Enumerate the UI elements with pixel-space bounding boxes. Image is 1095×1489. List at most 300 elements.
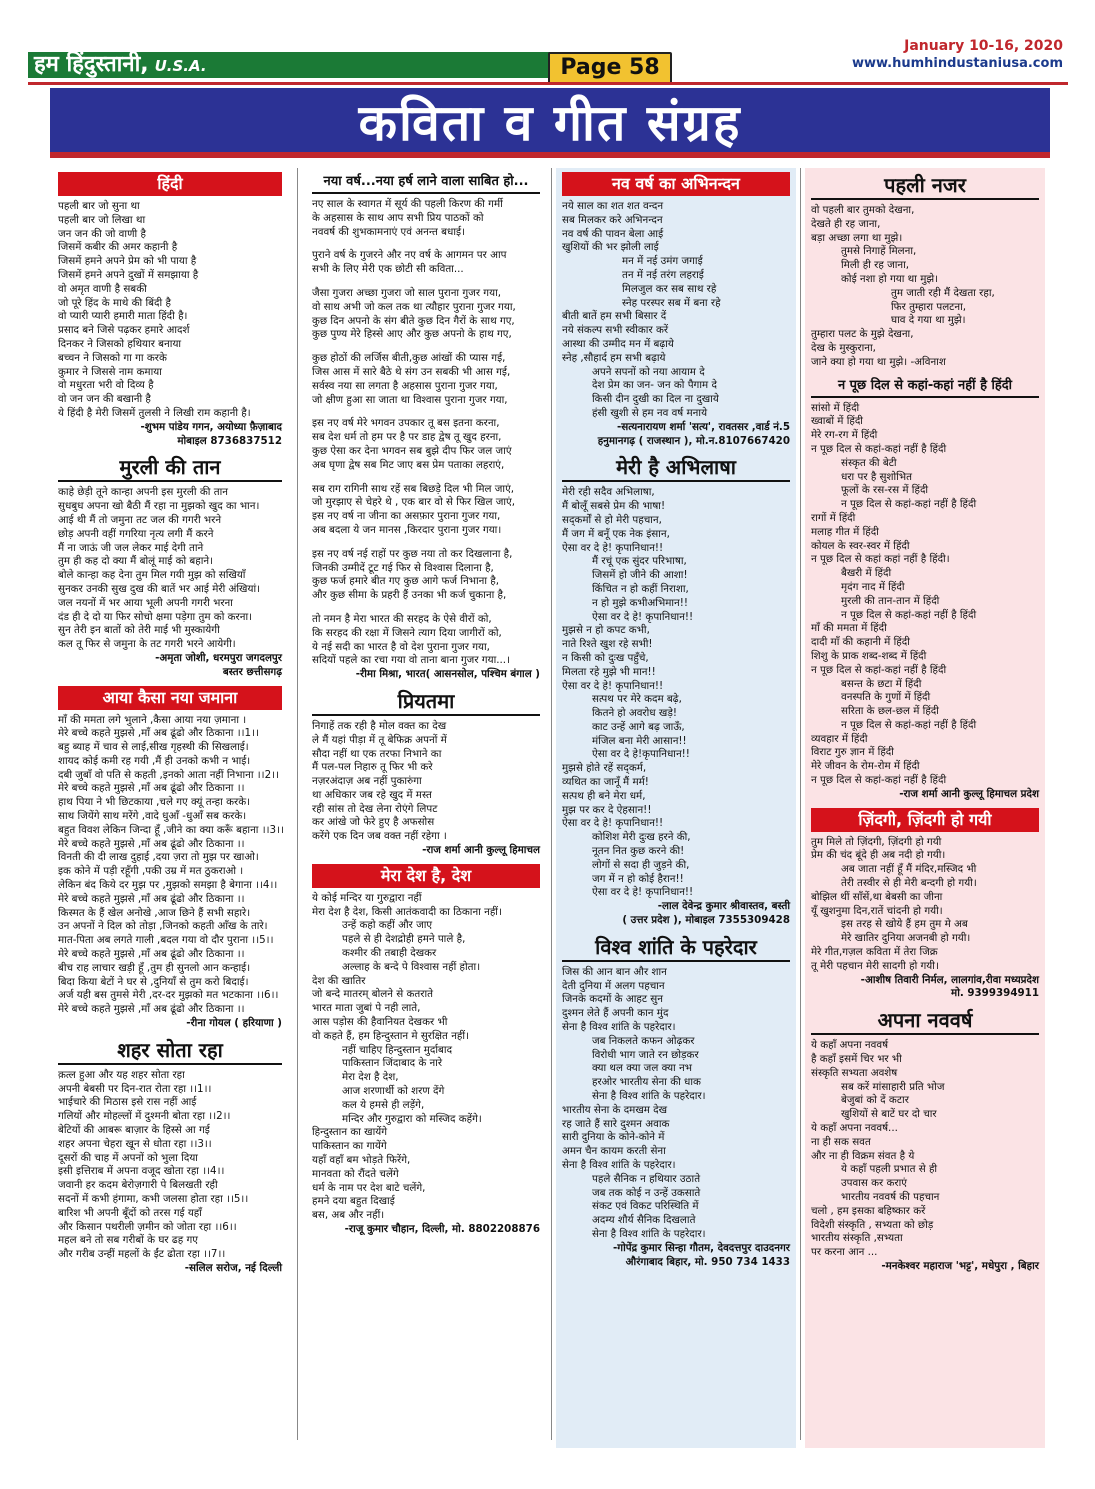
poem-line: तुम्हारा पलट के मुझे देखना,	[811, 328, 914, 341]
poem-line: उन अपनों ने दिल को तोड़ा ,जिनको कहती आँख के तारे।	[58, 920, 268, 933]
poem-line: जैसा गुजरा अच्छा गुजरा जो साल पुराना गुजर गया,	[312, 286, 502, 299]
poem-line: यहाँ वहाँ बम भोड़ते फिरेंगे,	[312, 1154, 411, 1167]
poem-line: माँ की ममता लगे भुलाने ,कैसा आया नया ज़माना ।	[58, 713, 247, 726]
poem-line: ऐसा वर दे हे! कृपानिधान!!	[562, 817, 664, 830]
poem-line: सुधबुध अपना खो बैठी मैं रहा ना मुझको खुद का भान।	[58, 500, 260, 513]
poem-line: महल बने तो सब गरीबों के घर ढह गए	[58, 1234, 198, 1247]
poem-line: जिनके कदमों के आहट सुन	[562, 993, 663, 1006]
poem-line: वो पहली बार तुमको देखना,	[811, 204, 915, 216]
poem-line: न पूछ दिल से कहां-कहां नहीं है हिंदी	[841, 498, 977, 511]
poem-line: विदेशी संस्कृति , सभ्यता को छोड़	[811, 1218, 934, 1231]
poem-line: पहले सैनिक न हथियार उठाते	[592, 1172, 701, 1185]
poem-line: कुछ दिन अपनो के संग बीते कुछ दिन गैरों के साथ गए,	[312, 314, 515, 327]
poem-author: मो. 9399394911	[951, 987, 1039, 1000]
poem-line: मेरे बच्चे कहते मुझसे ,माँ अब ढूंढो और ठिकाना ।।	[58, 1003, 245, 1016]
poem-line: बोले कान्हा कह देना तुम मिल गयी मुझ को सखियाँ	[58, 569, 246, 582]
poem-line: मुझ पर कर दे ऐहसान!!	[562, 803, 652, 816]
poem-line: अपनी बेबसी पर दिन-रात रोता रहा ।।1।।	[58, 1082, 212, 1095]
poem-line: भारतीय नववर्ष की पहचान	[841, 1191, 940, 1203]
poem-line: न किसी को दुःख पहुँचे,	[562, 651, 649, 664]
poem-line: भाईचारे की मिठास इसे रास नहीं आई	[58, 1096, 197, 1109]
newspaper-brand	[28, 52, 554, 78]
poem-line: जो पूरे हिंद के माथे की बिंदी है	[58, 296, 171, 309]
poem-line: नए साल के स्वागत में सूर्य की पहली किरण की गर्मी	[312, 198, 503, 210]
poem-line: और गरीब उन्हीं महलों के ईंट ढोता रहा ।।7।।	[58, 1248, 226, 1261]
poem-line: जब निकलते कफन ओढ़कर	[592, 1034, 695, 1047]
poem-line: मन में नई उमंग जगाई	[622, 255, 703, 268]
poem-line: शिशु के प्राक शब्द-शब्द में हिंदी	[811, 649, 927, 662]
poem-author: -राज शर्मा आनी कुल्लू हिमाचल	[422, 844, 540, 857]
poem-line: बारिश भी अपनी बूँदों को तरस गई यहाँ	[58, 1206, 202, 1219]
poem-line: जवानी हर कदम बेरोज़गारी पे बिलखती रही	[58, 1179, 218, 1192]
poem-line: नाते रिश्ते खुश रहे सभी!	[562, 638, 653, 651]
poem-line: जिसमें कबीर की अमर कहानी है	[58, 241, 178, 254]
poem-title: प्रियतमा	[312, 688, 540, 716]
poem-line: सौदा नहीं था एक तरफा निभाने का	[312, 747, 442, 760]
poem-line: धर्म के नाम पर देश बाटे चलेंगे,	[312, 1181, 426, 1194]
poem-line: न पूछ दिल से कहां-कहां नहीं है हिंदी	[811, 442, 947, 455]
poem-line: जन जन की जो वाणी है	[58, 227, 146, 240]
poem-line: किस्मत के हैं खेल अनोखे ,आज छिने हैं सभी सहारे।	[58, 906, 251, 919]
poem-line: देती दुनिया में अलग पहचान	[562, 979, 665, 992]
poem-line: दादी माँ की कहानी में हिंदी	[811, 636, 910, 649]
poem-author: -राज शर्मा आनी कुल्लू हिमाचल प्रदेश	[899, 787, 1039, 800]
poem-line: इस तरह से खोये हैं हम तुम मे अब	[841, 918, 968, 931]
poem-line: स्नेह परस्पर सब में बना रहे	[622, 296, 721, 309]
poem-block	[805, 372, 1045, 804]
poem-line: संस्कृति सभ्यता अवशेष	[811, 1066, 898, 1079]
poem-block	[556, 168, 796, 450]
poem-line: कुछ होठों की लर्जिस बीती,कुछ आंखों की प्यास गई,	[312, 352, 506, 365]
poem-line: न हो मुझे कभीअभिमान!!	[592, 596, 688, 609]
poem-line: तो नमन है मेरा भारत की सरहद के ऐसे वीरों को,	[312, 612, 492, 625]
poem-line: कुछ पुण्य मेरे हिस्से आए और कुछ अपनो के हाथ गए,	[312, 328, 512, 341]
poem-line: सद्कर्मों से हो मेरी पहचान,	[562, 513, 662, 526]
column-divider	[297, 168, 298, 1440]
poem-line: मेरे बच्चे कहते मुझसे ,माँ अब ढूंढो और ठिकाना ।।	[58, 782, 245, 795]
poem-line: संकट एवं विकट परिस्थिति में	[592, 1200, 699, 1213]
banner-strip	[50, 152, 1050, 158]
poem-line: मुरली की तान-तान में हिंदी	[841, 594, 940, 607]
poem-line: और कुछ सीमा के प्रहरी हैं उनका भी कर्ज चुकाना है,	[312, 589, 507, 602]
poem-line: पाकिस्तान का गायेंगे	[312, 1140, 387, 1153]
poem-line: के अहसास के साथ आप सभी प्रिय पाठकों को	[312, 211, 484, 224]
poem-line: मेरा देश है देश, किसी आतंकवादी का ठिकाना नहीं।	[312, 905, 502, 918]
poem-line: वो कहते हैं, हम हिन्दुस्तान मे सुरक्षित नहीं।	[312, 1029, 469, 1042]
poem-line: करेंगे एक दिन जब वक्त नहीं रहेगा ।	[312, 830, 447, 843]
poem-line: शहर अपना चेहरा खून से धोता रहा ।।3।।	[58, 1137, 212, 1150]
brand-suffix: U.S.A.	[154, 57, 207, 75]
poem-line: ये कहाँ पहली प्रभात से ही	[841, 1163, 938, 1176]
poem-line: बसन्त के छटा में हिंदी	[841, 677, 922, 690]
brand-name: हम हिंदुस्तानी,	[34, 52, 149, 77]
poem-line: मन्दिर और गुरुद्वारा को मस्जिद कहेंगे।	[342, 1112, 482, 1125]
poem-block	[556, 450, 796, 930]
poem-line: ये कोई मन्दिर या गुरुद्वारा नहीं	[312, 891, 422, 904]
poem-line: तेरी तस्वीर से ही मेरी बन्दगी हो गयी।	[841, 877, 977, 890]
poem-line: वो अमृत वाणी है सबकी	[58, 282, 147, 295]
poem-line: कुमार ने जिससे नाम कमाया	[58, 365, 162, 378]
poem-line: कर आंखे जो फेरे हुए है अफसोस	[312, 816, 435, 829]
poem-line	[312, 342, 540, 352]
poem-line: उपवास कर कराएं	[841, 1177, 907, 1190]
poem-author: -गोपेंद्र कुमार सिन्हा गौतम, देवदत्तपुर दाउदनगर	[613, 1241, 790, 1254]
poem-title: नव वर्ष का अभिनन्दन	[562, 172, 790, 196]
poem-title: मुरली की तान	[58, 454, 282, 482]
poem-line: देश की खातिर	[312, 974, 366, 987]
poem-line: आस पड़ोस की हैवानियत देखकर भी	[312, 1016, 448, 1029]
poem-block	[306, 168, 546, 684]
poem-line: सर्वस्व नया सा लगता है अहसास पुराना गुजर गया,	[312, 379, 498, 392]
poem-line: कोई नशा हो गया था मुझे।	[841, 272, 939, 285]
poem-line: दंड ही दे दो या फिर सोचो क्षमा पड़ेगा तुम को करना।	[58, 610, 253, 623]
poem-line: तुम मिले तो ज़िंदगी, ज़िंदगी हो गयी	[811, 835, 942, 848]
poem-line: बोझिल थीं साँसें,था बेबसी का जीना	[811, 890, 943, 903]
poem-line: स्नेह ,सौहार्द हम सभी बढ़ाये	[562, 351, 666, 364]
poem-line	[312, 277, 540, 287]
poem-line: सुन तेरी इन बातों को तेरी माई भी मुस्कायेगी	[58, 624, 220, 637]
poem-line: निगाहें तक रही है मोल वक्त का देख	[312, 719, 447, 732]
poem-line: जिस आस में सारे बैठे थे संग उन सबकी भी आस गई,	[312, 365, 511, 378]
poem-line: बहु ब्याह में चाव से लाई,सीख गृहस्थी की सिखलाई।	[58, 741, 249, 754]
poem-line: मलाह गीत में हिंदी	[811, 525, 879, 538]
poem-line: सारी दुनिया के कोने-कोने में	[562, 1131, 665, 1144]
poem-line: नहीं चाहिए हिन्दुस्तान मुर्दाबाद	[342, 1043, 453, 1056]
poem-line: मानवता को रौंदते चलेंगे	[312, 1167, 399, 1180]
poem-line: अल्लाह के बन्दे पे विश्वास नहीं होता।	[342, 960, 481, 973]
poem-author: बस्तर छत्तीसगढ़	[222, 665, 282, 678]
poem-title: हिंदी	[58, 172, 282, 196]
poem-line: ना ही सक सवत	[811, 1135, 871, 1148]
poem-title: विश्व शांति के पहरेदार	[562, 934, 790, 962]
poem-line: नये संकल्प सभी स्वीकार करें	[562, 324, 669, 337]
poem-line: कि सरहद की रक्षा में जिसने त्याग दिया जागीरों को,	[312, 626, 502, 639]
poem-line: मंजिल बना मेरी आसान!!	[592, 734, 687, 747]
poem-block	[306, 684, 546, 860]
column-2	[306, 168, 546, 1448]
poem-line: नव वर्ष की पावन बेला आई	[562, 227, 664, 240]
poem-line: सेना है विश्व शांति के पहरेदार।	[592, 1090, 706, 1103]
poem-line: अब जाता नहीं हूँ मैं मंदिर,मस्जिद भी	[841, 863, 977, 876]
poem-line: दिनकर ने जिसको हथियार बनाया	[58, 337, 182, 350]
poem-line: विराट गुरु ज्ञान में हिंदी	[811, 746, 894, 759]
poem-line: वो साथ अभी जो कल तक था त्यौहार पुराना गुजर गया,	[312, 300, 516, 313]
poem-line: बच्चन ने जिसको गा गा करके	[58, 351, 167, 364]
poem-line: मैं ना जाऊं जी जल लेकर माई देगी ताने	[58, 541, 204, 554]
poem-line: कितने हो अवरोध खड़े!	[592, 707, 677, 720]
poem-line: कुछ फर्ज हमारे बीत गए कुछ आगे फर्ज निभाना है,	[312, 575, 500, 588]
poem-line: मात-पिता अब लगते गाली ,बदल गया वो दौर पुराना ।।5।।	[58, 934, 274, 947]
poem-line: जग में न हो कोई हैरान!!	[592, 872, 684, 885]
poem-line: बस, अब और नहीं।	[312, 1209, 385, 1222]
poem-line: अर्ज यही बस तुमसे मेरी ,दर-दर मुझको मत भटकाना ।।6।।	[58, 989, 279, 1002]
poem-author: -रीना गोयल ( हरियाणा )	[186, 1017, 282, 1030]
poem-line: रह जाते हैं सारे दुश्मन अवाक	[562, 1117, 670, 1130]
poem-line: नववर्ष की शुभकामनाएं एवं अनन्त बधाई।	[312, 225, 465, 238]
poem-line: जिसमें हमने अपने प्रेम को भी पाया है	[58, 255, 197, 268]
poem-line: मिली ही रह जाना,	[841, 259, 910, 272]
poem-line: और किसान पथरीली ज़मीन को जोता रहा ।।6।।	[58, 1220, 237, 1233]
poem-line: आस्था की उम्मीद मन में बढ़ाये	[562, 337, 674, 350]
poem-line: जो मुरझाए से चेहरे थे , एक बार वो से फिर खिल जाएं,	[312, 496, 516, 509]
poem-line: मेरे गीत,गज़ल कविता में तेरा जिक्र	[811, 946, 938, 959]
poem-line: कश्मीर की तबाही देखकर	[342, 947, 437, 960]
poem-line: सब करें मांसाहारी प्रति भोज	[841, 1080, 945, 1093]
poem-line: जो बन्दे मातरम् बोलने से कतराते	[312, 988, 433, 1001]
poem-line: हाथ पिया ने भी छिटकाया ,चले गए क्यूं तन्हा करके।	[58, 796, 251, 809]
poem-line: ऐसा वर दे हे! कृपानिधान!!	[592, 610, 694, 623]
poem-line: पहले से ही देशद्रोही हमने पाले है,	[342, 933, 466, 946]
poem-line: ले मैं यहां पीड़ा में तू बेफिक्र अपनों में	[312, 733, 447, 746]
poem-line: अब घृणा द्वेष सब मिट जाए बस प्रेम पताका लहराएं,	[312, 458, 505, 471]
poem-line: पुराने वर्ष के गुजरने और नए वर्ष के आगमन पर आप	[312, 249, 507, 262]
poem-line: मेरे बच्चे कहते मुझसे ,माँ अब ढूंढो और ठिकाना ।।	[58, 837, 245, 850]
poem-block	[52, 682, 288, 1033]
column-4	[805, 168, 1045, 1448]
poem-line: शायद कोई कमी रह गयी ,मैं ही उनको कभी न भाई।	[58, 754, 251, 767]
poem-line: हरओर भारतीय सेना की धाक	[592, 1076, 701, 1089]
poem-line: प्रसाद बने जिसे पढ़कर हमारे आदर्श	[58, 324, 190, 337]
poem-author: ( उत्तर प्रदेश ), मोबाइल 7355309428	[622, 914, 790, 927]
poem-line: जिस की आन बान और शान	[562, 965, 667, 978]
poem-line: तुम ही कह दो क्या मैं बोलूं माई को बहाने।	[58, 555, 214, 568]
poem-line: तुमसे निगाहें मिलना,	[841, 245, 917, 258]
poem-line: विनती की दी लाख दुहाई ,दया ज़रा तो मुझ पर खाओ।	[58, 851, 259, 864]
poem-line	[312, 538, 540, 548]
poem-author: औरंगाबाद बिहार, मो. 950 734 1433	[625, 1255, 790, 1268]
poem-line: काट उन्हें आगे बढ़ जाऊँ,	[592, 720, 685, 733]
poem-line: जाने क्या हो गया था मुझे। -अविनाश	[811, 355, 946, 368]
poem-author: -सत्यनारायण शर्मा 'सत्य', रावतसर ,वार्ड नं.5	[616, 420, 790, 433]
poem-line: पाकिस्तान जिंदाबाद के नारे	[342, 1057, 443, 1070]
poem-line: रही सांस तो देख लेना रोएंगे लिपट	[312, 802, 438, 815]
poem-title: शहर सोता रहा	[58, 1037, 282, 1065]
poem-line: चलो , हम इसका बहिष्कार करें	[811, 1204, 926, 1217]
poem-block	[52, 1033, 288, 1278]
poem-line: संस्कृत की बेटी	[841, 456, 897, 469]
poem-line: तू मेरी पहचान मेरी सादगी हो गयी।	[811, 959, 939, 972]
poem-line: लेकिन बंद किये दर मुझ पर ,मुझको समझा है बेगाना ।।4।।	[58, 879, 278, 892]
poem-line: ऐसा वर दे हे! कृपानिधान!!	[562, 541, 664, 554]
poem-line: था अधिकार जब रहे खुद में मस्त	[312, 788, 432, 801]
poem-line: साथ जियेंगे साथ मरेंगे ,वादे धुआँ -धुआँ सब करके।	[58, 810, 247, 823]
poem-line: हमने दया बहुत दिखाई	[312, 1195, 395, 1208]
poem-line: बैखरी में हिंदी	[841, 567, 892, 580]
poem-line: जिसमें हमने अपने दुखों में समझाया है	[58, 268, 199, 281]
poem-line: वो मधुरता भरी वो दिव्य है	[58, 379, 154, 392]
poem-line: मेरे खातिर दुनिया अजनबी हो गयी।	[841, 932, 971, 945]
poem-line: नज़रअंदाज़ अब नहीं पुकारुंगा	[312, 775, 422, 788]
poem-line: सेना है विश्व शांति के पहरेदार।	[562, 1159, 676, 1171]
poem-line: पहली बार जो लिखा था	[58, 213, 146, 226]
poem-line: वनस्पति के गुणों में हिंदी	[841, 691, 931, 704]
poem-author: -रीमा मिश्रा, भारत( आसनसोल, पश्चिम बंगाल )	[355, 668, 540, 681]
poem-author: -लाल देवेन्द्र कुमार श्रीवास्तव, बस्ती	[657, 900, 790, 913]
column-divider	[800, 168, 801, 1440]
poem-line: फिर तुम्हारा पलटना,	[891, 300, 967, 313]
poem-line	[312, 603, 540, 613]
poem-line: मेरे जीवन के रोम-रोम में हिंदी	[811, 760, 920, 773]
poem-line: बिदा किया बेटों ने घर से ,दुनियाँ से तुम करो बिदाई।	[58, 975, 249, 988]
masthead-divider	[28, 82, 1068, 85]
poem-block	[52, 168, 288, 450]
poem-title: आया कैसा नया जमाना	[58, 686, 282, 710]
poem-line: इस नए वर्ष नई राहों पर कुछ नया तो कर दिखलाना है,	[312, 547, 513, 560]
poem-line: देख के मुस्कुराना,	[811, 341, 876, 354]
poem-line: सब राग रागिनी साथ रहें सब बिछड़े दिल भी मिल जाएं,	[312, 482, 515, 495]
poem-line: इस नए वर्ष मेरे भगवन उपकार तू बस इतना करना,	[312, 417, 500, 430]
poem-line: दूसरों की चाह में अपनों को भुला दिया	[58, 1151, 198, 1164]
poem-line: सेना है विश्व शांति के पहरेदार।	[562, 1021, 676, 1034]
poem-line: मेरे बच्चे कहते मुझसे ,माँ अब ढूंढो और ठिकाना ।।1।।	[58, 727, 259, 740]
poem-line: ये हिंदी है मेरी जिसमें तुलसी ने लिखी राम कहानी है।	[58, 406, 251, 419]
poem-line: सत्पथ ही बने मेरा धर्म,	[562, 789, 646, 802]
poem-line: सदियों पहले का रचा गया वो ताना बाना गुजर गया...।	[312, 654, 510, 667]
poem-line: मेरे बच्चे कहते मुझसे ,माँ अब ढूंढो और ठिकाना ।।	[58, 948, 245, 961]
poem-line: मेरी रही सदैव अभिलाषा,	[562, 486, 655, 499]
poem-line: पर करना आन ...	[811, 1246, 878, 1259]
poem-line: सांसो में हिंदी	[811, 401, 860, 414]
poem-block	[805, 804, 1045, 1004]
poem-title: ज़िंदगी, ज़िंदगी हो गयी	[811, 808, 1039, 832]
poem-line: आज शरणार्थी को शरण देंगे	[342, 1085, 445, 1098]
poem-line: सुनकर उनकी सुख दुख की बातें भर आई मेरी अंखियां।	[58, 582, 261, 595]
poem-block	[306, 860, 546, 1239]
poem-line: वो प्यारी प्यारी हमारी माता हिंदी है।	[58, 310, 188, 323]
poem-line: व्यवहार में हिंदी	[811, 732, 868, 745]
poem-line: रागों में हिंदी	[811, 511, 856, 524]
poem-line	[312, 473, 540, 483]
poem-line: देखते ही रह जाना,	[811, 217, 881, 230]
poem-line: अपने सपनों को नया आयाम दे	[592, 365, 705, 378]
poem-line: मैं जग में बनूँ एक नेक इंसान,	[562, 527, 670, 540]
poem-line: मुझसे न हो कपट कभी,	[562, 624, 650, 637]
poem-line: इक कोने में पड़ी रहूँगी ,पकी उम्र में मत ठुकराओ ।	[58, 865, 244, 878]
poem-line: मैं बोलूँ सबसे प्रेम की भाषा!	[562, 500, 666, 513]
column-1	[52, 168, 288, 1448]
poem-line: सत्पथ पर मेरे कदम बढ़े,	[592, 693, 682, 706]
poem-line: सब देश धर्म तो हम पर है पर डाह द्वेष तू खुद हरना,	[312, 431, 502, 444]
poem-line: हंसी खुशी से हम नव वर्ष मनाये	[592, 406, 708, 419]
poem-title: नया वर्ष...नया हर्ष लाने वाला साबित हो...	[312, 172, 540, 194]
poem-line: ख्वाबों में हिंदी	[811, 415, 863, 428]
poem-line: न पूछ दिल से कहां-कहां नहीं है हिंदी	[811, 663, 947, 676]
poem-line: न पूछ दिल से कहां-कहां नहीं है हिंदी	[811, 774, 947, 787]
issue-date: January 10-16, 2020	[904, 38, 1063, 54]
poem-author: मोबाइल 8736837512	[177, 434, 282, 447]
poem-line: नये साल का शत शत वन्दन	[562, 200, 664, 212]
poem-line: काहे छेड़ी तूने कान्हा अपनी इस मुरली की तान	[58, 486, 228, 499]
poem-author: -शुभम पांडेय गगन, अयोध्या फ़ैज़ाबाद	[140, 420, 282, 433]
poem-line: बड़ा अच्छा लगा था मुझे।	[811, 231, 903, 244]
poem-line: गलियों और मोहल्लों में दुश्मनी बोता रहा ।।2।।	[58, 1110, 231, 1123]
poem-line: सरिता के छल-छल में हिंदी	[841, 705, 939, 718]
poem-line: अदम्य शौर्य सैनिक दिखलाते	[592, 1214, 696, 1227]
poem-line: सब मिलकर करे अभिनन्दन	[562, 213, 663, 226]
poem-line: उन्हें कहो कहीं और जाए	[342, 919, 433, 932]
poem-line: मिलता रहे मुझे भी मान!!	[562, 665, 656, 678]
poem-line: व्यथित का जानूँ मैं मर्म!	[562, 776, 649, 789]
poem-line: खुशियों से बाटें घर दो चार	[841, 1108, 937, 1121]
section-banner	[50, 88, 1050, 158]
column-3	[556, 168, 796, 1448]
poem-author: -सलिल सरोज, नई दिल्ली	[184, 1261, 282, 1274]
poem-author: -अमृता जोशी, धरमपुरा जगदलपुर	[155, 651, 282, 664]
poem-line: अमन चैन कायम करती सेना	[562, 1145, 666, 1158]
poem-title: मेरा देश है, देश	[312, 864, 540, 888]
poem-line: तुम जाती रही मैं देखता रहा,	[891, 286, 995, 299]
poem-line: कल ये हमसे ही लड़ेंगे,	[342, 1098, 425, 1111]
poem-line: जिनकी उम्मीदें टूट गई फिर से विश्वास दिलाना है,	[312, 561, 494, 574]
poem-line: खुशियों की भर झोली लाई	[562, 241, 659, 254]
poem-line: इसी इत्तिराब में अपना वजूद खोता रहा ।।4।।	[58, 1165, 225, 1178]
poem-line: न पूछ दिल से कहां कहां नहीं है हिंदी।	[811, 553, 950, 566]
page-number: Page 58	[548, 52, 672, 84]
poem-line: जल नयनों में भर आया भूली अपनी गगरी भरना	[58, 596, 233, 609]
poem-line: पहली बार जो सुना था	[58, 200, 140, 212]
masthead	[0, 0, 1095, 86]
poem-line: मेरा देश है देश,	[342, 1071, 399, 1084]
poem-line: न पूछ दिल से कहां-कहां नहीं है हिंदी	[841, 718, 977, 731]
poem-line: सभी के लिए मेरी एक छोटी सी कविता...	[312, 263, 464, 276]
poem-line	[312, 407, 540, 417]
poem-line: ये कहाँ अपना नववर्ष	[811, 1039, 889, 1052]
poem-line: फूलों के रस-रस में हिंदी	[841, 484, 929, 497]
poem-line: जब तक कोई न उन्हें उकसाते	[592, 1186, 701, 1199]
poem-line: किंचित न हो कहीं निराशा,	[592, 582, 689, 595]
poem-line: यूँ खुशनुमा दिन,रातें चांदनी हो गयी।	[811, 904, 943, 917]
poem-title: मेरी है अभिलाषा	[562, 454, 790, 482]
poem-block	[805, 1003, 1045, 1276]
poem-line: और ना ही विक्रम संवत है ये	[811, 1149, 915, 1162]
poem-line: इस नए वर्ष ना जीना का असफ़ार पुराना गुजर गया,	[312, 510, 501, 523]
poem-title: न पूछ दिल से कहां-कहां नहीं है हिंदी	[811, 376, 1039, 398]
poem-line: माँ की ममता में हिंदी	[811, 622, 887, 635]
website-link[interactable]: www.humhindustaniusa.com	[851, 56, 1063, 71]
poem-line: वो जन जन की बखानी है	[58, 393, 151, 406]
poem-line: कोशिश मेरी दुःख हरने की,	[592, 831, 691, 844]
poem-line: घाव दे गया था मुझे।	[891, 314, 966, 327]
poem-line: कल तू फिर से जमुना के तट गगरी भरने आयेगी।	[58, 638, 236, 651]
section-title: कविता व गीत संग्रह	[358, 94, 742, 152]
poem-line: क्या थल क्या जल क्या नभ	[592, 1062, 692, 1075]
poem-block	[805, 168, 1045, 372]
poem-line: बहुत विवश लेकिन जिन्दा हूँ ,जीने का क्या करूँ बहाना ।।3।।	[58, 823, 284, 836]
poem-line: भारतीय सेना के दमखम देख	[562, 1103, 668, 1116]
poem-line: क़त्ल हुआ और यह शहर सोता रहा	[58, 1068, 185, 1081]
poem-line: प्रेम की चंद बूंदे ही अब नदी हो गयी।	[811, 849, 946, 862]
poem-line: बीच राह लाचार खड़ी हूँ ,तुम ही सुनलो आन कन्हाई।	[58, 961, 251, 974]
poem-line: दबी जुबाँ वो पति से कहती ,इनको आता नहीं निभाना ।।2।।	[58, 768, 279, 781]
poem-line: अब बदला ये जन मानस ,किरदार पुराना गुजर गया।	[312, 523, 502, 536]
poem-line: धरा पर है सुशोभित	[841, 470, 912, 483]
poem-block	[52, 450, 288, 681]
poem-line: छोड़ अपनी वहीं गगरिया नृत्य लगी मैं करने	[58, 527, 214, 540]
poem-line: देश प्रेम का जन- जन को पैगाम दे	[592, 379, 717, 392]
poem-author: हनुमानगढ़ ( राजस्थान ), मो.न.8107667420	[597, 434, 790, 447]
poem-line: दुश्मन लेते हैं अपनी कान मुंद	[562, 1007, 669, 1020]
poem-line: जो क्षीण हुआ सा जाता था विश्वास पुराना गुजर गया,	[312, 393, 508, 406]
poem-line: बेटियों की आबरू बाज़ार के हिस्से आ गई	[58, 1124, 210, 1137]
poem-line: कुछ ऐसा कर देना भगवन सब बुझे दीप फिर जल जाएं	[312, 444, 512, 457]
poem-line: मैं रचूं एक सुंदर परिभाषा,	[592, 555, 687, 568]
poem-line: जिसमें हो जीने की आशा!	[592, 569, 688, 582]
poem-line: भारत माता जुबां पे नही लाते,	[312, 1002, 421, 1015]
poem-line: है कहाँ इसमें चिर भर भी	[811, 1053, 902, 1066]
poem-line: बीती बातें हम सभी बिसार दें	[562, 310, 667, 323]
poem-line: कोयल के स्वर-स्वर में हिंदी	[811, 539, 910, 552]
poem-line: ये कहाँ अपना नववर्ष...	[811, 1122, 898, 1135]
